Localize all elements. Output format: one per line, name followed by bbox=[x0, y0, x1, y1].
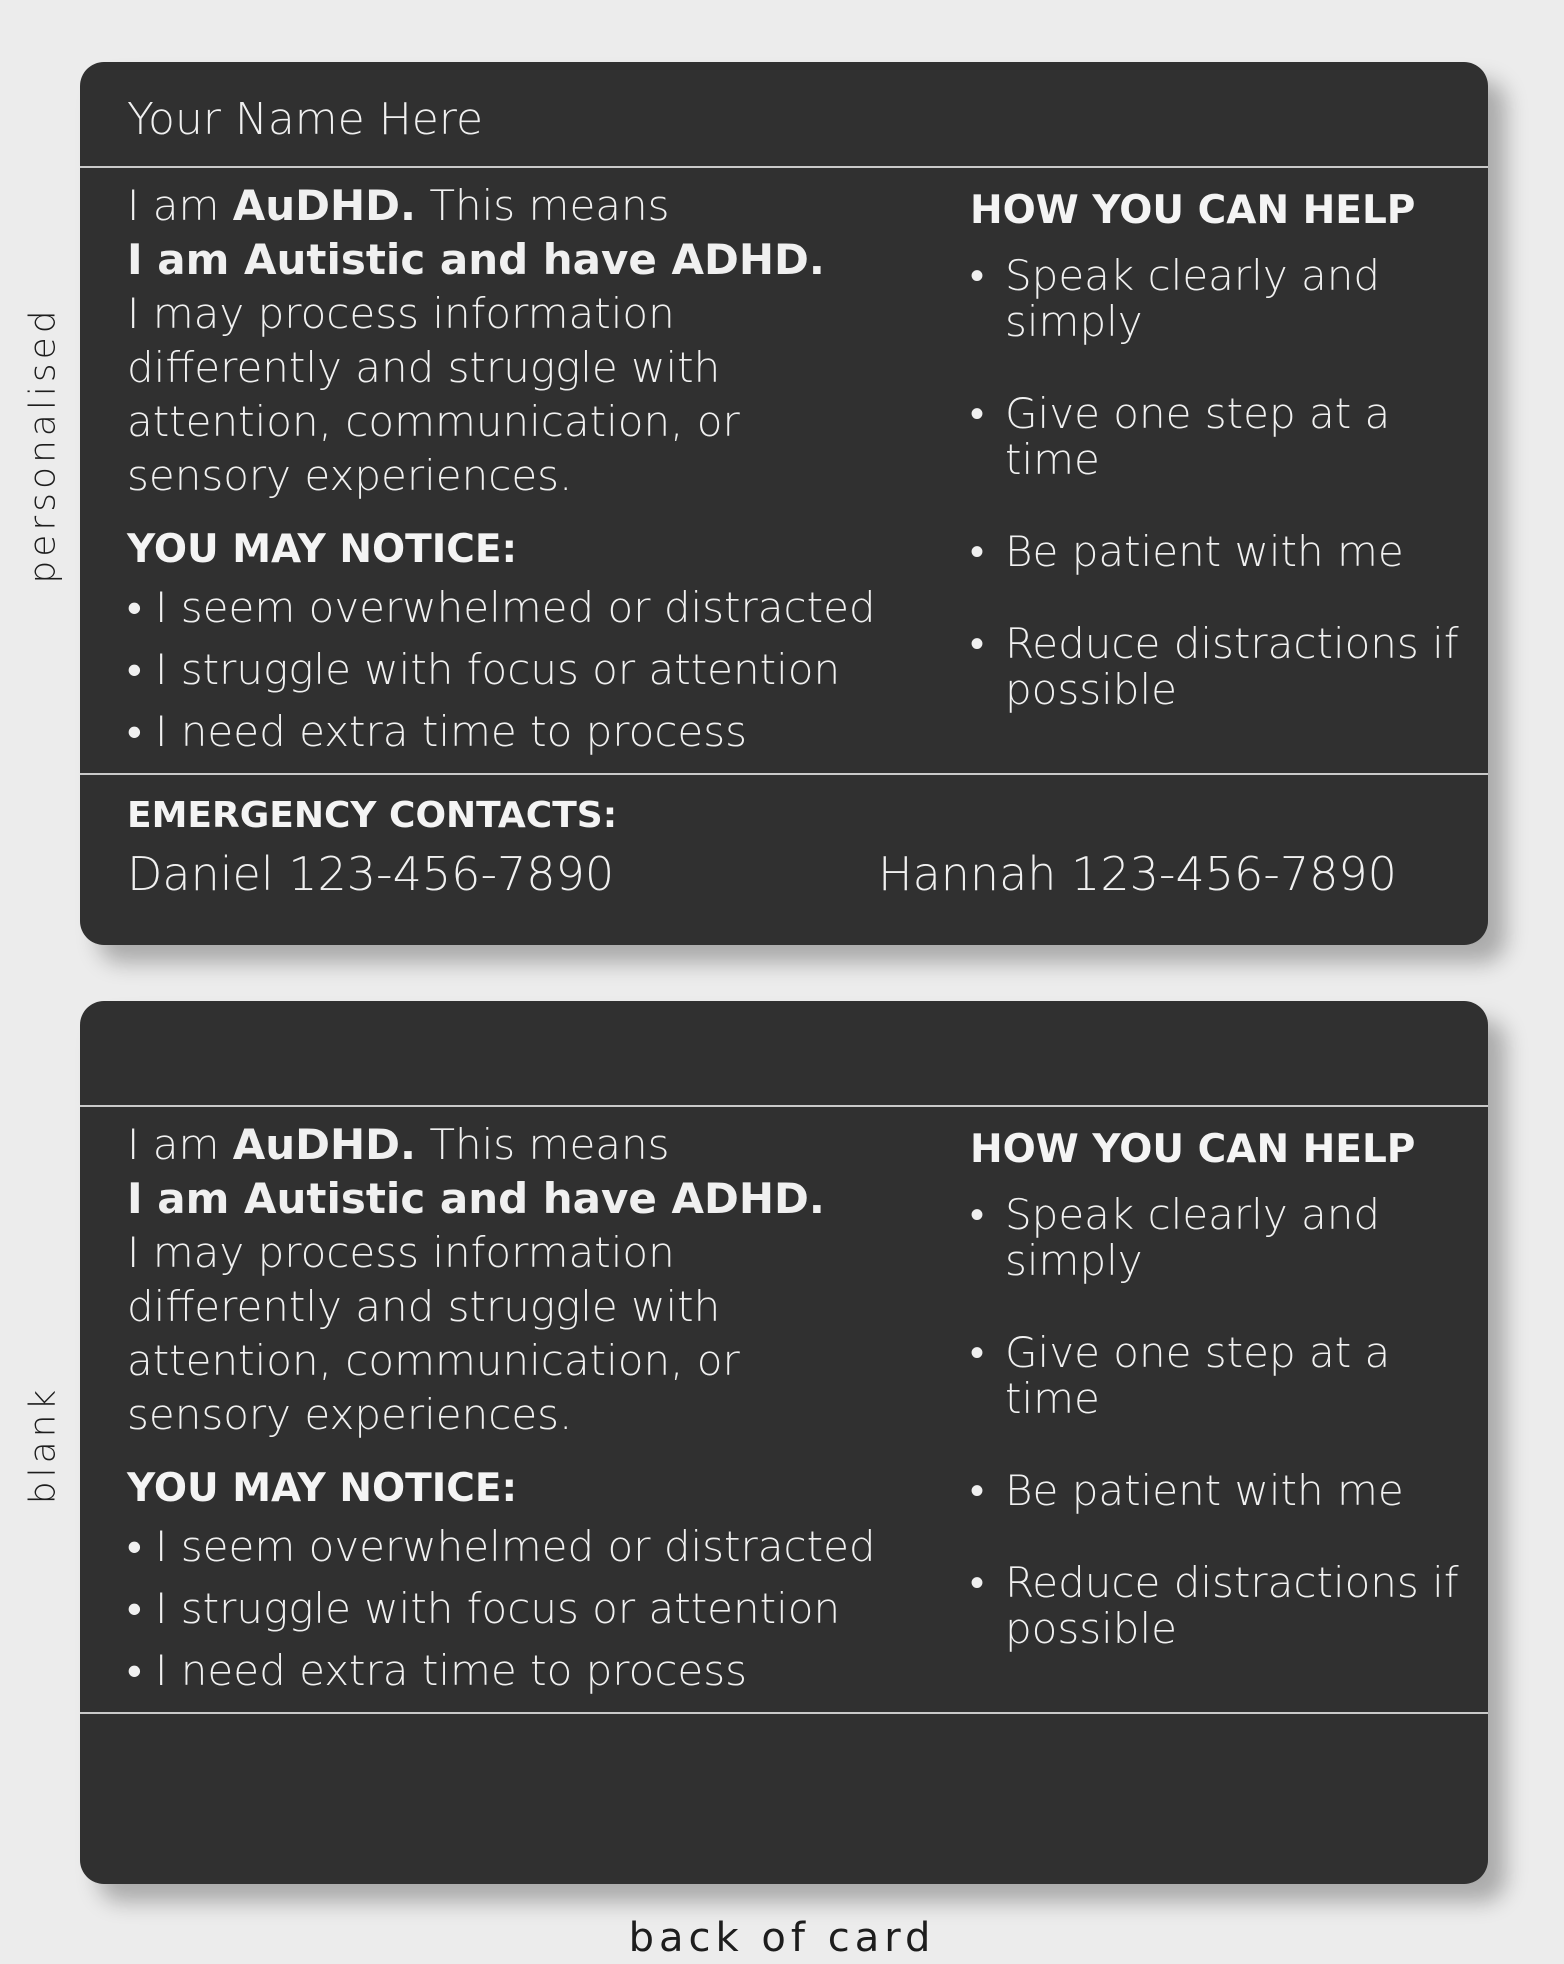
notice-item: • I need extra time to process bbox=[127, 1646, 748, 1695]
blank-label: blank bbox=[22, 1385, 64, 1505]
notice-item: • I struggle with focus or attention bbox=[127, 645, 841, 694]
bullet-icon: • bbox=[970, 1330, 985, 1376]
bullet-icon: • bbox=[970, 253, 985, 299]
help-heading: HOW YOU CAN HELP bbox=[970, 188, 1416, 233]
notice-item: • I seem overwhelmed or distracted bbox=[127, 1522, 876, 1571]
help-item: • Speak clearly and simply bbox=[970, 1190, 1381, 1285]
intro-text: I am AuDHD. This means I am Autistic and have ADHD. I may process information differently and struggle with attention, communication, or sensory experiences. bbox=[127, 1120, 825, 1439]
name-bar-empty bbox=[80, 1001, 1488, 1107]
notice-item: • I struggle with focus or attention bbox=[127, 1584, 841, 1633]
emergency-contacts-empty bbox=[80, 1712, 1488, 1884]
card-holder-name: Your Name Here bbox=[127, 94, 484, 145]
info-column bbox=[127, 1118, 967, 1702]
help-item: • Be patient with me bbox=[970, 527, 1404, 576]
blank-card bbox=[80, 1001, 1488, 1884]
bullet-icon: • bbox=[970, 529, 985, 575]
notice-item: • I need extra time to process bbox=[127, 707, 748, 756]
help-item: • Speak clearly and simply bbox=[970, 251, 1381, 346]
help-item: • Give one step at a time bbox=[970, 1328, 1391, 1423]
notice-heading: YOU MAY NOTICE: bbox=[127, 1466, 518, 1511]
name-bar bbox=[80, 62, 1488, 168]
intro-text: I am AuDHD. This means I am Autistic and have ADHD. I may process information differently and struggle with attention, communication, or sensory experiences. bbox=[127, 181, 825, 500]
help-column bbox=[970, 1127, 1470, 1698]
emergency-contacts bbox=[80, 773, 1488, 945]
bullet-icon: • bbox=[970, 1192, 985, 1238]
help-column bbox=[970, 188, 1470, 759]
personalised-label: personalised bbox=[22, 306, 64, 584]
help-item: • Reduce distractions if possible bbox=[970, 619, 1459, 714]
help-heading: HOW YOU CAN HELP bbox=[970, 1127, 1416, 1172]
contacts-heading: EMERGENCY CONTACTS: bbox=[127, 795, 618, 836]
bullet-icon: • bbox=[970, 621, 985, 667]
contact-entry: Daniel 123-456-7890 bbox=[127, 847, 615, 901]
info-column bbox=[127, 179, 967, 763]
bullet-icon: • bbox=[970, 1560, 985, 1606]
contact-entry: Hannah 123-456-7890 bbox=[878, 847, 1397, 901]
notice-item: • I seem overwhelmed or distracted bbox=[127, 583, 876, 632]
notice-heading: YOU MAY NOTICE: bbox=[127, 527, 518, 572]
bullet-icon: • bbox=[970, 1468, 985, 1514]
help-item: • Be patient with me bbox=[970, 1466, 1404, 1515]
help-item: • Give one step at a time bbox=[970, 389, 1391, 484]
help-item: • Reduce distractions if possible bbox=[970, 1558, 1459, 1653]
bullet-icon: • bbox=[970, 391, 985, 437]
back-of-card-label: back of card bbox=[628, 1915, 936, 1961]
personalised-card bbox=[80, 62, 1488, 945]
